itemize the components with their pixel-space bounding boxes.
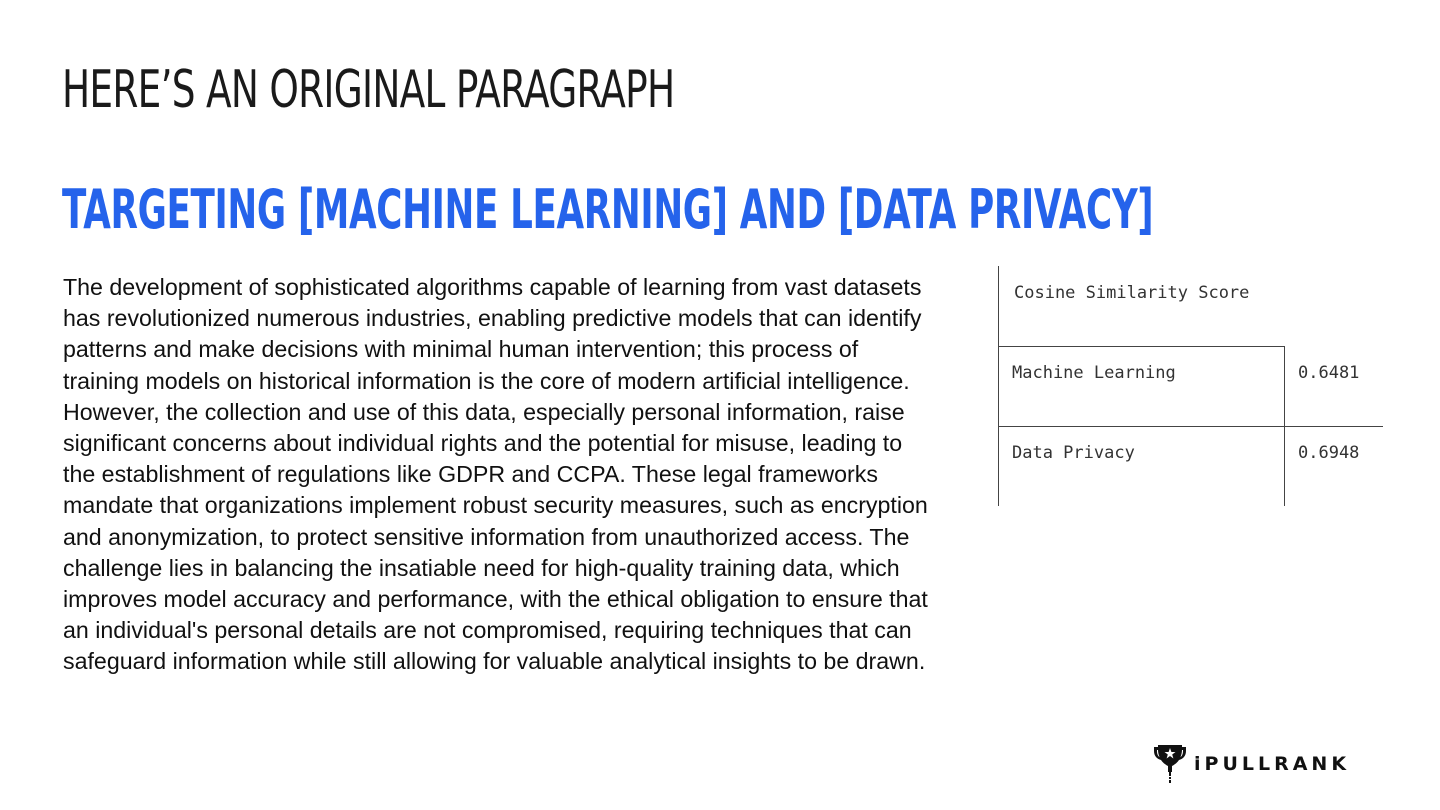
ipullrank-logo <box>1152 742 1350 784</box>
table-header-divider <box>998 346 1285 347</box>
table-row-label: Machine Learning <box>1012 363 1176 383</box>
table-left-border <box>998 266 999 506</box>
table-row-label: Data Privacy <box>1012 443 1135 463</box>
table-row-score: 0.6481 <box>1298 363 1360 383</box>
table-row-divider <box>998 426 1383 427</box>
slide-subtitle: TARGETING [MACHINE LEARNING] AND [DATA PRIVACY] <box>62 178 1154 241</box>
similarity-table <box>998 266 1383 506</box>
slide-title: HERE’S AN ORIGINAL PARAGRAPH <box>62 60 675 120</box>
trophy-icon <box>1152 742 1188 784</box>
original-paragraph: The development of sophisticated algorithms capable of learning from vast datasets has revolutionized numerous industries, enabling predictive models that can identify patterns and make decisions with minimal human intervention; this process of training models on historical information is the core of modern artificial intelligence. However, the collection and use of this data, especially personal information, raise significant concerns about individual rights and the potential for misuse, leading to the establishment of regulations like GDPR and CCPA. These legal frameworks mandate that organizations implement robust security measures, such as encryption and anonymization, to protect sensitive information from unauthorized access. The challenge lies in balancing the insatiable need for high-quality training data, which improves model accuracy and performance, with the ethical obligation to ensure that an individual's personal details are not compromised, requiring techniques that can safeguard information while still allowing for valuable analytical insights to be drawn. <box>63 274 928 675</box>
logo-text: iPULLRANK <box>1194 753 1351 775</box>
table-row-score: 0.6948 <box>1298 443 1360 463</box>
table-header: Cosine Similarity Score <box>1014 283 1250 303</box>
